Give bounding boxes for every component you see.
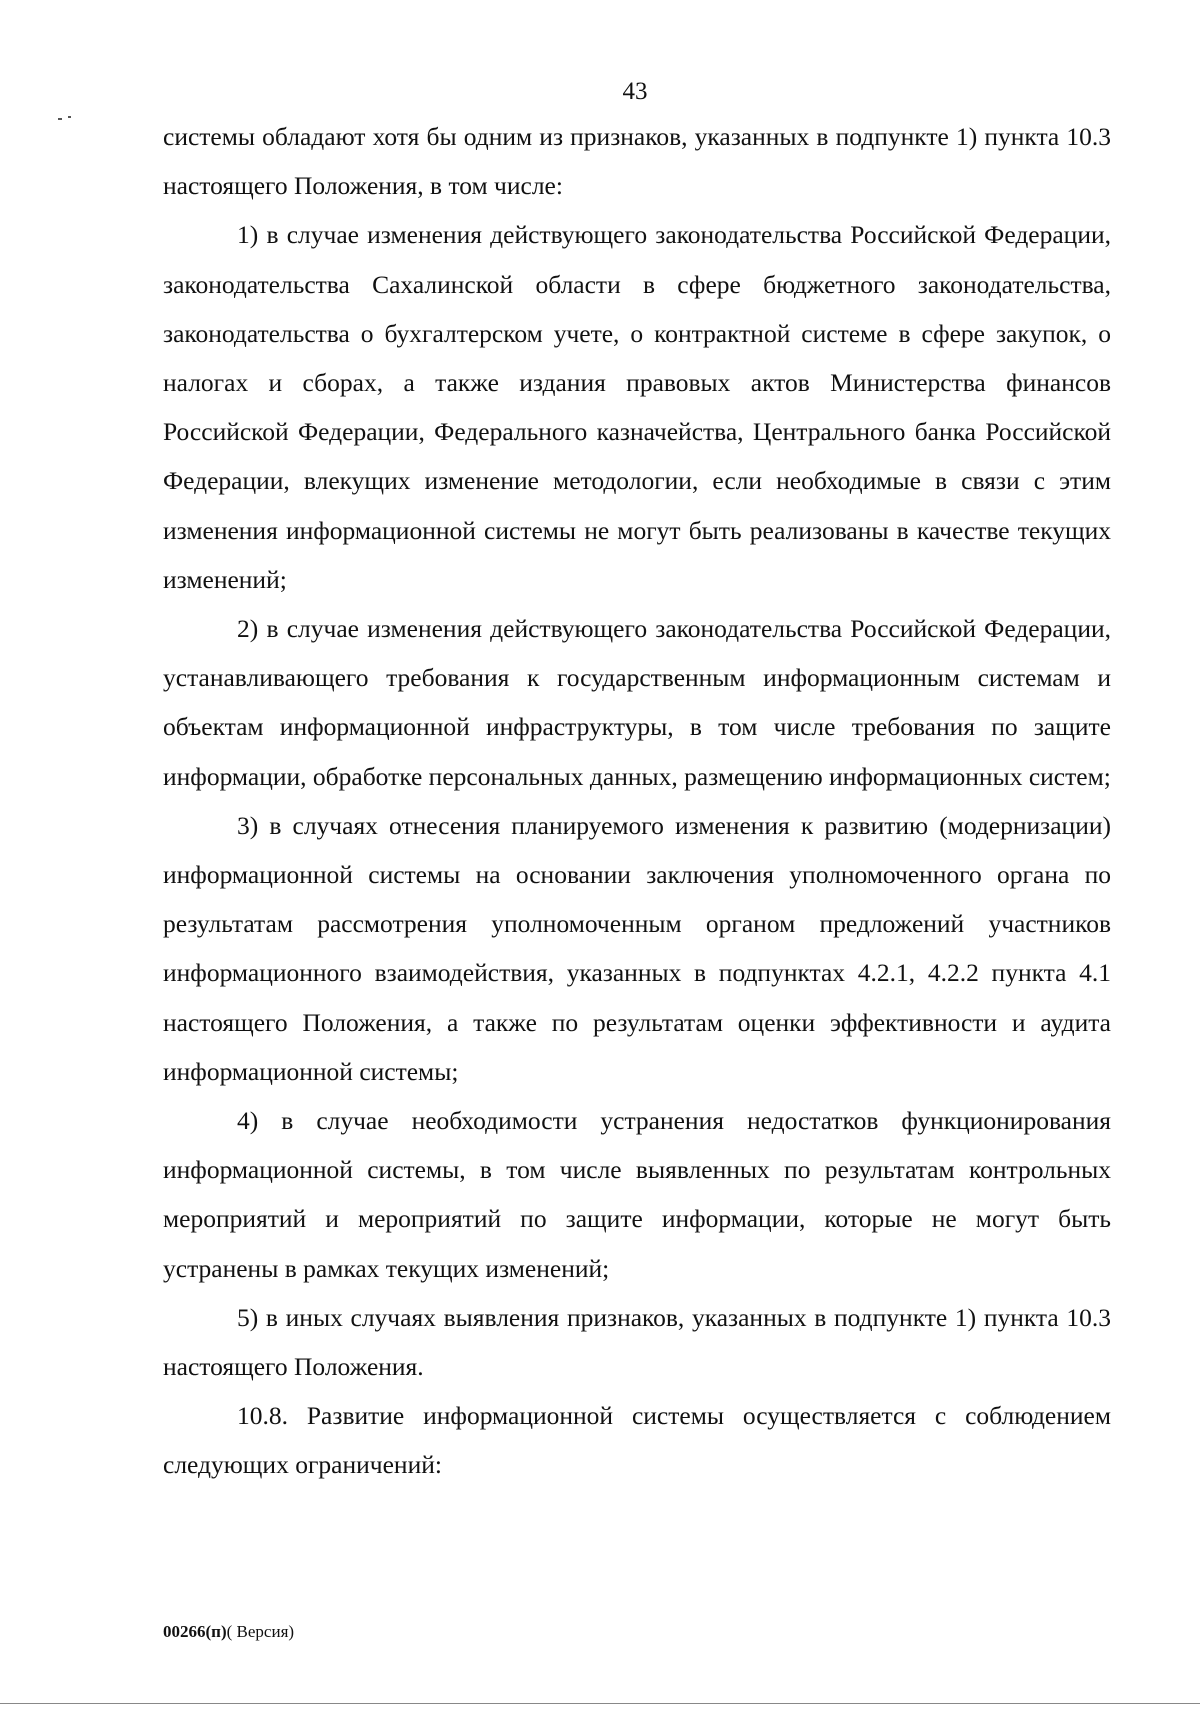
document-version: ( Версия): [226, 1622, 295, 1641]
paragraph-item-5: 5) в иных случаях выявления признаков, указанных в подпункте 1) пункта 10.3 настоящего Положения.: [163, 1302, 1111, 1382]
scan-mark-dot-1: [58, 118, 62, 120]
scan-mark-dot-2: [68, 116, 71, 118]
document-code: [163, 1622, 294, 1642]
scan-mark-bottom-line: [0, 1703, 1200, 1704]
page-number: 43: [622, 78, 648, 105]
document-body: [163, 112, 1111, 1490]
paragraph-item-1: 1) в случае изменения действующего законодательства Российской Федерации, законодательства Сахалинской области в сфере бюджетного законодательства, законодательства о бухгалтерском учете, о контрактной системе в сфере закупок, о налогах и сборах, а также издания правовых актов Министерства финансов Российской Федерации, Федерального казначейства, Центрального банка Российской Федерации, влекущих изменение методологии, если необходимые в связи с этим изменения информационной системы не могут быть реализованы в качестве текущих изменений;: [163, 220, 1111, 594]
paragraph-10-8: 10.8. Развитие информационной системы осуществляется с соблюдением следующих ограничений:: [163, 1401, 1111, 1480]
document-code-number: 00266(п): [163, 1622, 227, 1641]
paragraph-item-4: 4) в случае необходимости устранения недостатков функционирования информационной системы, в том числе выявленных по результатам контрольных мероприятий и мероприятий по защите информации, которые не могут быть устранены в рамках текущих изменений;: [163, 1106, 1111, 1283]
paragraph-item-2: 2) в случае изменения действующего законодательства Российской Федерации, устанавливающего требования к государственным информационным системам и объектам информационной инфраструктуры, в том числе требования по защите информации, обработке персональных данных, размещению информационных систем;: [163, 614, 1111, 791]
paragraph-continuation: системы обладают хотя бы одним из признаков, указанных в подпункте 1) пункта 10.3 настоящего Положения, в том числе:: [163, 122, 1111, 201]
paragraph-item-3: 3) в случаях отнесения планируемого изменения к развитию (модернизации) информационной системы на основании заключения уполномоченного органа по результатам рассмотрения уполномоченным органом предложений участников информационного взаимодействия, указанных в подпунктах 4.2.1, 4.2.2 пункта 4.1 настоящего Положения, а также по результатам оценки эффективности и аудита информационной системы;: [163, 810, 1111, 1086]
